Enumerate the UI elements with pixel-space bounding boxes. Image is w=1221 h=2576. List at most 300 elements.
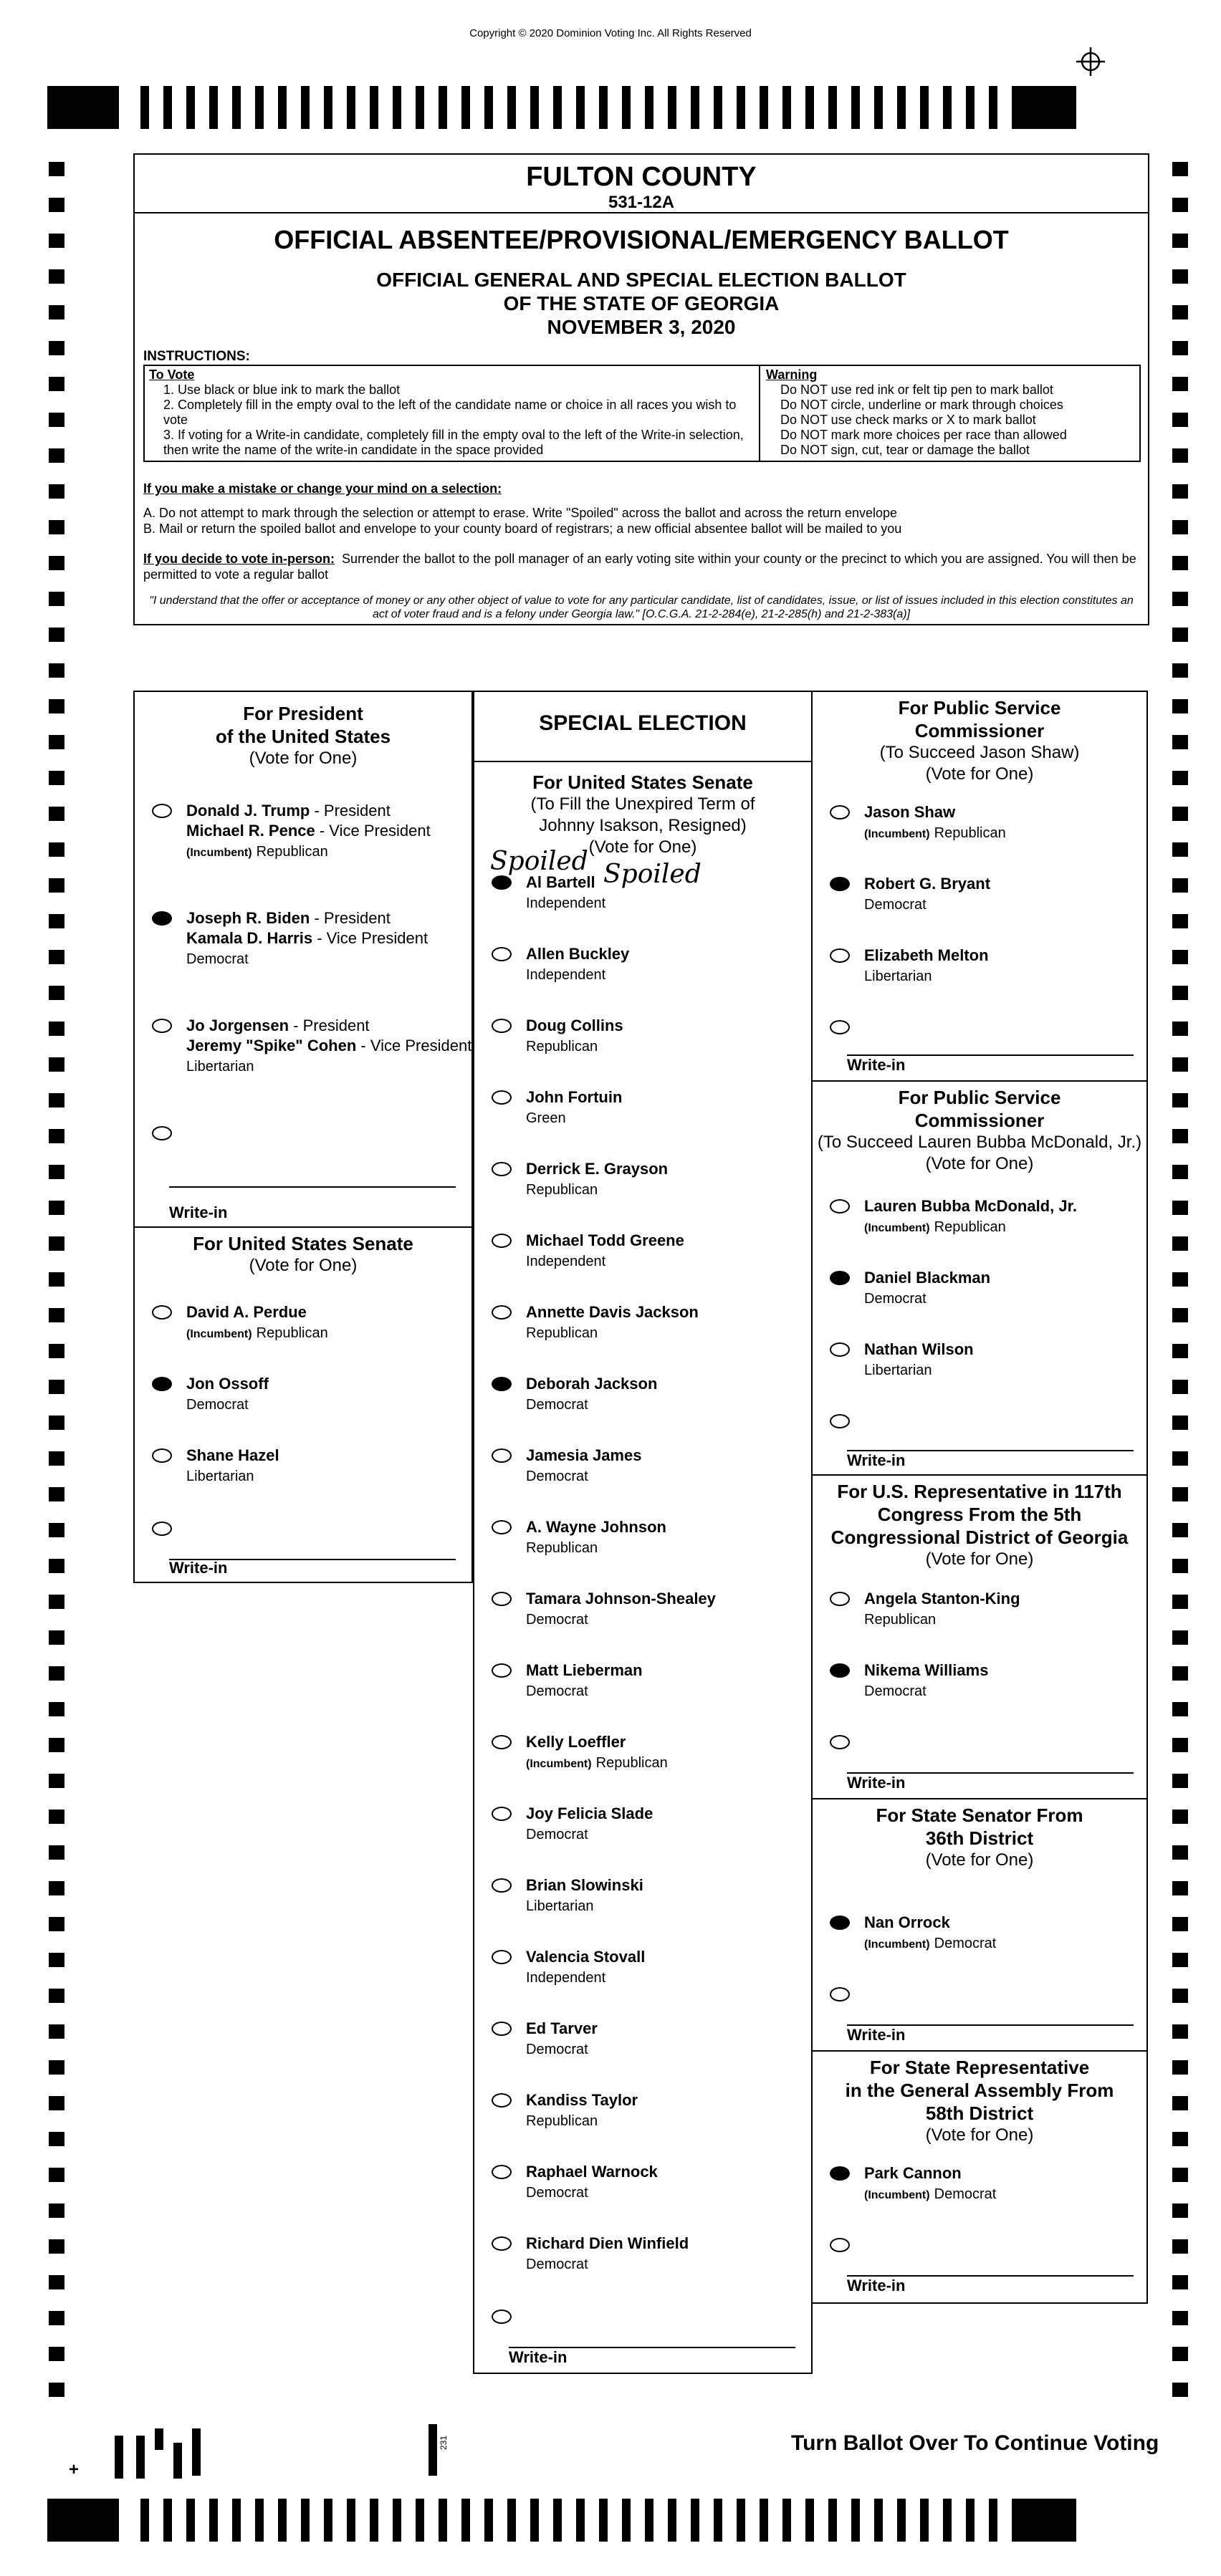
timing-mark bbox=[966, 86, 975, 129]
vote-oval[interactable] bbox=[152, 1448, 172, 1463]
timing-mark bbox=[209, 86, 218, 129]
vote-oval[interactable] bbox=[152, 911, 172, 926]
vote-oval[interactable] bbox=[492, 1234, 512, 1248]
side-timing-mark bbox=[1172, 1845, 1188, 1860]
side-timing-mark bbox=[1172, 914, 1188, 928]
write-in-label: Write-in bbox=[509, 2348, 568, 2366]
mistake-step-b: B. Mail or return the spoiled ballot and envelope to your county board of registrars; a new official absentee ballot will be mailed to you bbox=[143, 522, 902, 536]
warning-item: Do NOT use check marks or X to mark ballot bbox=[780, 413, 1036, 427]
candidate-matt-lieberman[interactable]: Matt Lieberman Democrat bbox=[492, 1661, 643, 1701]
vote-oval[interactable] bbox=[492, 1019, 512, 1033]
vote-oval[interactable] bbox=[830, 1199, 850, 1213]
divider bbox=[474, 761, 811, 762]
to-vote-label: To Vote bbox=[149, 367, 195, 382]
contest-subtitle: (Vote for One) bbox=[925, 1549, 1034, 1569]
candidate-jorgensen-cohen[interactable]: Jo Jorgensen - President Jeremy "Spike" Cohen - Vice President Libertarian bbox=[152, 1016, 471, 1077]
side-timing-mark bbox=[1172, 771, 1188, 785]
contest-subtitle: (Vote for One) bbox=[249, 749, 358, 768]
side-timing-mark bbox=[49, 305, 64, 319]
candidate-brian-slowinski[interactable]: Brian Slowinski Libertarian bbox=[492, 1875, 643, 1916]
contest-subtitle: (Vote for One) bbox=[925, 1850, 1034, 1870]
side-timing-mark bbox=[49, 377, 64, 391]
timing-mark bbox=[737, 2499, 745, 2542]
timing-mark bbox=[1012, 2499, 1076, 2542]
side-timing-mark bbox=[1172, 878, 1188, 893]
contest-title: For Public Service bbox=[898, 697, 1061, 719]
side-timing-mark bbox=[1172, 1630, 1188, 1645]
candidate-deborah-jackson[interactable]: Deborah Jackson Democrat bbox=[492, 1374, 657, 1415]
candidate-a-wayne-johnson[interactable]: A. Wayne Johnson Republican bbox=[492, 1517, 666, 1558]
candidate-doug-collins[interactable]: Doug Collins Republican bbox=[492, 1016, 623, 1057]
timing-mark bbox=[484, 2499, 493, 2542]
vote-oval[interactable] bbox=[830, 1663, 850, 1678]
vote-oval[interactable] bbox=[830, 1987, 850, 2001]
warning-instructions bbox=[760, 366, 1139, 461]
candidate-wilson[interactable]: Nathan Wilson Libertarian bbox=[830, 1340, 974, 1380]
warning-item: Do NOT circle, underline or mark through choices bbox=[780, 398, 1063, 412]
vote-oval[interactable] bbox=[830, 1271, 850, 1285]
timing-mark bbox=[714, 2499, 722, 2542]
timing-mark bbox=[163, 2499, 172, 2542]
mistake-instructions bbox=[143, 481, 1148, 582]
candidate-kandiss-taylor[interactable]: Kandiss Taylor Republican bbox=[492, 2090, 638, 2131]
contest-title: Congressional District of Georgia bbox=[830, 1527, 1129, 1548]
side-timing-mark bbox=[49, 198, 64, 212]
timing-mark bbox=[507, 2499, 516, 2542]
timing-mark bbox=[347, 86, 355, 129]
barcode-mark bbox=[192, 2428, 201, 2476]
timing-mark bbox=[851, 86, 860, 129]
candidate-melton[interactable]: Elizabeth Melton Libertarian bbox=[830, 946, 989, 986]
side-timing-mark bbox=[49, 2096, 64, 2110]
contest-us-representative bbox=[811, 1474, 1148, 1799]
barcode-mark bbox=[155, 2428, 163, 2450]
side-timing-mark bbox=[1172, 1702, 1188, 1716]
plus-mark: + bbox=[69, 2460, 80, 2479]
vote-oval[interactable] bbox=[830, 877, 850, 891]
side-timing-mark bbox=[49, 2275, 64, 2289]
side-timing-mark bbox=[49, 448, 64, 463]
vote-oval[interactable] bbox=[492, 1592, 512, 1606]
timing-mark bbox=[599, 2499, 608, 2542]
timing-mark bbox=[416, 86, 424, 129]
timing-mark bbox=[691, 86, 699, 129]
timing-mark bbox=[232, 2499, 241, 2542]
vote-oval[interactable] bbox=[492, 1878, 512, 1893]
side-timing-mark bbox=[1172, 2096, 1188, 2110]
vote-oval[interactable] bbox=[492, 1520, 512, 1534]
side-timing-mark bbox=[49, 986, 64, 1000]
side-timing-mark bbox=[49, 735, 64, 749]
timing-mark bbox=[851, 2499, 860, 2542]
side-timing-mark bbox=[1172, 1451, 1188, 1466]
vote-oval[interactable] bbox=[152, 1305, 172, 1320]
timing-mark bbox=[874, 2499, 883, 2542]
side-timing-mark bbox=[49, 592, 64, 606]
warning-label: Warning bbox=[766, 367, 818, 382]
timing-mark bbox=[186, 86, 195, 129]
side-timing-mark bbox=[1172, 1523, 1188, 1537]
handwritten-spoiled-mark: Spoiled bbox=[490, 847, 588, 876]
contest-state-senator bbox=[811, 1798, 1148, 2052]
contest-title: For State Representative bbox=[869, 2057, 1090, 2078]
timing-mark bbox=[943, 2499, 952, 2542]
instruction-step: 2. Completely fill in the empty oval to the left of the candidate name or choice in all races you wish to vote bbox=[163, 398, 737, 427]
side-timing-mark bbox=[1172, 1308, 1188, 1322]
timing-mark bbox=[553, 86, 562, 129]
timing-mark bbox=[255, 2499, 264, 2542]
ballot-barcode-marks bbox=[115, 2428, 258, 2476]
contest-subtitle: (To Succeed Jason Shaw) bbox=[879, 743, 1080, 762]
side-timing-mark bbox=[49, 1845, 64, 1860]
candidate-derrick-e-grayson[interactable]: Derrick E. Grayson Republican bbox=[492, 1159, 668, 1200]
vote-oval[interactable] bbox=[492, 875, 512, 890]
side-timing-mark bbox=[49, 1380, 64, 1394]
timing-mark bbox=[530, 86, 539, 129]
candidate-raphael-warnock[interactable]: Raphael Warnock Democrat bbox=[492, 2162, 658, 2203]
bottom-timing-bar bbox=[47, 2499, 1188, 2542]
side-timing-mark bbox=[1172, 699, 1188, 713]
candidate-shaw[interactable]: Jason Shaw (Incumbent) Republican bbox=[830, 802, 1006, 845]
contest-title: For U.S. Representative in 117th bbox=[837, 1481, 1122, 1502]
timing-mark bbox=[461, 2499, 470, 2542]
side-timing-mark bbox=[49, 1129, 64, 1143]
top-timing-bar bbox=[47, 86, 1188, 129]
side-timing-mark bbox=[1172, 2203, 1188, 2218]
side-timing-mark bbox=[49, 1559, 64, 1573]
timing-mark bbox=[47, 86, 119, 129]
side-timing-mark bbox=[1172, 1129, 1188, 1143]
side-timing-mark bbox=[1172, 520, 1188, 534]
side-timing-mark bbox=[49, 1201, 64, 1215]
candidate-tamara-johnson-shealey[interactable]: Tamara Johnson-Shealey Democrat bbox=[492, 1589, 716, 1630]
candidate-stanton-king[interactable]: Angela Stanton-King Republican bbox=[830, 1589, 1020, 1630]
side-timing-mark bbox=[1172, 592, 1188, 606]
vote-oval[interactable] bbox=[492, 2022, 512, 2036]
timing-mark bbox=[484, 86, 493, 129]
side-timing-mark bbox=[1172, 2275, 1188, 2289]
timing-mark bbox=[760, 86, 768, 129]
vote-oval[interactable] bbox=[830, 1414, 850, 1428]
inperson-heading: If you decide to vote in-person: bbox=[143, 552, 335, 566]
side-timing-mark bbox=[49, 1236, 64, 1251]
contest-subtitle: (Vote for One) bbox=[249, 1256, 358, 1275]
timing-mark bbox=[622, 86, 631, 129]
side-timing-mark bbox=[49, 269, 64, 284]
timing-mark bbox=[645, 2499, 653, 2542]
vote-oval[interactable] bbox=[830, 1592, 850, 1606]
vote-oval[interactable] bbox=[492, 947, 512, 961]
contest-title: in the General Assembly From bbox=[845, 2080, 1114, 2101]
vote-oval[interactable] bbox=[492, 2236, 512, 2251]
candidate-perdue[interactable]: David A. Perdue (Incumbent) Republican bbox=[152, 1302, 328, 1345]
side-timing-mark bbox=[49, 2132, 64, 2146]
side-timing-mark bbox=[1172, 1953, 1188, 1967]
vote-oval[interactable] bbox=[492, 1305, 512, 1320]
side-timing-mark bbox=[49, 520, 64, 534]
instructions-title: INSTRUCTIONS: bbox=[143, 349, 250, 364]
side-timing-mark bbox=[1172, 2024, 1188, 2039]
vote-oval[interactable] bbox=[152, 804, 172, 818]
timing-mark bbox=[691, 2499, 699, 2542]
side-timing-mark bbox=[49, 1165, 64, 1179]
timing-mark bbox=[140, 2499, 149, 2542]
timing-mark bbox=[507, 86, 516, 129]
side-timing-mark bbox=[49, 842, 64, 857]
side-timing-mark bbox=[49, 1344, 64, 1358]
candidate-orrock[interactable]: Nan Orrock (Incumbent) Democrat bbox=[830, 1913, 996, 1955]
side-timing-mark bbox=[49, 1093, 64, 1107]
instruction-step: 3. If voting for a Write-in candidate, completely fill in the empty oval to the left of the Write-in selection, then write the name of the write-in candidate in the space provided bbox=[163, 428, 744, 457]
vote-oval[interactable] bbox=[492, 1735, 512, 1749]
vote-oval[interactable] bbox=[492, 1663, 512, 1678]
timing-mark bbox=[1012, 86, 1076, 129]
county-name: FULTON COUNTY bbox=[526, 162, 757, 192]
side-timing-mark bbox=[1172, 484, 1188, 499]
timing-mark bbox=[737, 86, 745, 129]
vote-oval[interactable] bbox=[492, 1950, 512, 1964]
contest-title: For United States Senate bbox=[532, 772, 753, 793]
election-date: NOVEMBER 3, 2020 bbox=[547, 316, 736, 338]
side-timing-mark bbox=[49, 1738, 64, 1752]
warning-item: Do NOT use red ink or felt tip pen to mark ballot bbox=[780, 383, 1053, 397]
sheet-number: 231 bbox=[439, 2435, 449, 2450]
side-timing-mark bbox=[49, 1308, 64, 1322]
side-timing-mark bbox=[1172, 2132, 1188, 2146]
side-timing-mark bbox=[49, 1702, 64, 1716]
side-timing-mark bbox=[49, 341, 64, 355]
timing-mark bbox=[760, 2499, 768, 2542]
side-timing-mark bbox=[1172, 1774, 1188, 1788]
timing-mark bbox=[530, 2499, 539, 2542]
candidate-annette-davis-jackson[interactable]: Annette Davis Jackson Republican bbox=[492, 1302, 699, 1343]
candidate-cannon[interactable]: Park Cannon (Incumbent) Democrat bbox=[830, 2163, 996, 2206]
candidate-williams[interactable]: Nikema Williams Democrat bbox=[830, 1661, 988, 1701]
side-timing-mark bbox=[1172, 950, 1188, 964]
timing-mark bbox=[805, 86, 814, 129]
contest-subtitle: (To Fill the Unexpired Term of bbox=[530, 794, 755, 814]
candidate-valencia-stovall[interactable]: Valencia Stovall Independent bbox=[492, 1947, 645, 1988]
mistake-heading: If you make a mistake or change your mind on a selection: bbox=[143, 481, 502, 496]
side-timing-mark bbox=[1172, 1666, 1188, 1681]
vote-oval[interactable] bbox=[830, 1916, 850, 1930]
inperson-text: Surrender the ballot to the poll manager of an early voting site within your county or the precinct to which you are assigned. You will then be permitted to vote a regular ballot bbox=[143, 552, 1136, 582]
ballot-style-code: 531-12A bbox=[608, 193, 675, 212]
timing-mark bbox=[461, 86, 470, 129]
vote-oval[interactable] bbox=[492, 2165, 512, 2179]
timing-mark bbox=[301, 2499, 310, 2542]
timing-mark bbox=[553, 2499, 562, 2542]
candidate-bryant[interactable]: Robert G. Bryant Democrat bbox=[830, 874, 990, 915]
side-timing-mark bbox=[1172, 198, 1188, 212]
side-timing-mark bbox=[1172, 1344, 1188, 1358]
side-timing-mark bbox=[1172, 842, 1188, 857]
side-timing-mark bbox=[1172, 413, 1188, 427]
candidate-john-fortuin[interactable]: John Fortuin Green bbox=[492, 1087, 622, 1128]
contest-psc-shaw bbox=[811, 691, 1148, 1082]
contest-us-senate bbox=[133, 1226, 473, 1583]
contest-title: For President bbox=[243, 703, 363, 724]
vote-oval[interactable] bbox=[492, 2093, 512, 2108]
side-timing-mark bbox=[49, 628, 64, 642]
vote-oval[interactable] bbox=[830, 948, 850, 963]
left-timing-marks bbox=[49, 162, 64, 2418]
vote-oval[interactable] bbox=[492, 1377, 512, 1391]
vote-oval[interactable] bbox=[492, 2310, 512, 2324]
official-ballot-title: OFFICIAL ABSENTEE/PROVISIONAL/EMERGENCY BALLOT bbox=[274, 225, 1009, 254]
side-timing-mark bbox=[49, 1989, 64, 2003]
timing-mark bbox=[943, 86, 952, 129]
vote-oval[interactable] bbox=[830, 2238, 850, 2252]
candidate-ed-tarver[interactable]: Ed Tarver Democrat bbox=[492, 2019, 598, 2060]
candidate-joy-felicia-slade[interactable]: Joy Felicia Slade Democrat bbox=[492, 1804, 653, 1845]
contest-title: 36th District bbox=[925, 1827, 1034, 1849]
side-timing-mark bbox=[1172, 1917, 1188, 1931]
timing-mark bbox=[714, 86, 722, 129]
side-timing-mark bbox=[49, 1272, 64, 1287]
side-timing-mark bbox=[49, 699, 64, 713]
timing-mark bbox=[576, 2499, 585, 2542]
side-timing-mark bbox=[49, 2239, 64, 2254]
timing-mark bbox=[278, 2499, 287, 2542]
vote-oval[interactable] bbox=[830, 2166, 850, 2181]
timing-mark bbox=[920, 2499, 929, 2542]
side-timing-mark bbox=[1172, 2168, 1188, 2182]
side-timing-mark bbox=[1172, 269, 1188, 284]
candidate-allen-buckley[interactable]: Allen Buckley Independent bbox=[492, 944, 629, 985]
write-in-label: Write-in bbox=[169, 1559, 228, 1577]
timing-mark bbox=[576, 86, 585, 129]
candidate-hazel[interactable]: Shane Hazel Libertarian bbox=[152, 1446, 279, 1486]
timing-mark bbox=[828, 86, 837, 129]
contest-subtitle: (Vote for One) bbox=[925, 1154, 1034, 1173]
contest-state-representative bbox=[811, 2050, 1148, 2304]
side-timing-mark bbox=[1172, 735, 1188, 749]
contest-psc-mcdonald bbox=[811, 1080, 1148, 1476]
vote-oval[interactable] bbox=[830, 1342, 850, 1357]
contest-president bbox=[133, 691, 473, 1228]
write-in-line[interactable] bbox=[169, 1186, 456, 1188]
instructions-box bbox=[143, 365, 1141, 462]
side-timing-mark bbox=[1172, 1093, 1188, 1107]
vote-oval[interactable] bbox=[152, 1522, 172, 1536]
candidate-trump-pence[interactable]: Donald J. Trump - President Michael R. Pence - Vice President (Incumbent) Republican bbox=[152, 801, 431, 863]
side-timing-mark bbox=[1172, 1201, 1188, 1215]
official-header bbox=[135, 225, 1148, 339]
side-timing-mark bbox=[49, 1666, 64, 1681]
candidate-ossoff[interactable]: Jon Ossoff Democrat bbox=[152, 1374, 269, 1415]
side-timing-mark bbox=[1172, 1559, 1188, 1573]
timing-mark bbox=[301, 86, 310, 129]
candidate-kelly-loeffler[interactable]: Kelly Loeffler (Incumbent) Republican bbox=[492, 1732, 668, 1774]
timing-mark bbox=[966, 2499, 975, 2542]
timing-mark bbox=[209, 2499, 218, 2542]
timing-mark bbox=[874, 86, 883, 129]
contest-title: 58th District bbox=[925, 2102, 1034, 2124]
candidate-michael-todd-greene[interactable]: Michael Todd Greene Independent bbox=[492, 1231, 684, 1272]
side-timing-mark bbox=[1172, 1022, 1188, 1036]
candidate-richard-dien-winfield[interactable]: Richard Dien Winfield Democrat bbox=[492, 2234, 689, 2274]
candidate-biden-harris[interactable]: Joseph R. Biden - President Kamala D. Harris - Vice President Democrat bbox=[152, 908, 428, 969]
timing-mark bbox=[393, 86, 401, 129]
side-timing-mark bbox=[49, 2203, 64, 2218]
timing-mark bbox=[140, 86, 149, 129]
side-timing-mark bbox=[49, 484, 64, 499]
contest-title: Congress From the 5th bbox=[877, 1504, 1082, 1525]
side-timing-mark bbox=[1172, 663, 1188, 678]
timing-mark bbox=[599, 86, 608, 129]
side-timing-mark bbox=[49, 234, 64, 248]
side-timing-mark bbox=[49, 914, 64, 928]
side-timing-mark bbox=[49, 878, 64, 893]
candidate-al-bartell[interactable]: Al Bartell Independent bbox=[492, 873, 605, 913]
side-timing-mark bbox=[49, 771, 64, 785]
vote-oval[interactable] bbox=[492, 1807, 512, 1821]
side-timing-mark bbox=[49, 1022, 64, 1036]
timing-mark bbox=[645, 86, 653, 129]
side-timing-mark bbox=[1172, 305, 1188, 319]
timing-mark bbox=[186, 2499, 195, 2542]
vote-oval[interactable] bbox=[152, 1377, 172, 1391]
side-timing-mark bbox=[1172, 1272, 1188, 1287]
side-timing-mark bbox=[49, 1810, 64, 1824]
contest-subtitle: (Vote for One) bbox=[925, 2125, 1034, 2145]
side-timing-mark bbox=[1172, 556, 1188, 570]
side-timing-mark bbox=[49, 807, 64, 821]
vote-oval[interactable] bbox=[830, 805, 850, 820]
contest-title: Commissioner bbox=[914, 720, 1045, 741]
side-timing-mark bbox=[49, 1487, 64, 1501]
candidate-mcdonald[interactable]: Lauren Bubba McDonald, Jr. (Incumbent) Republican bbox=[830, 1196, 1077, 1239]
timing-mark bbox=[897, 2499, 906, 2542]
side-timing-mark bbox=[1172, 986, 1188, 1000]
timing-mark bbox=[324, 86, 332, 129]
write-in-label: Write-in bbox=[169, 1203, 228, 1221]
copyright-notice: Copyright © 2020 Dominion Voting Inc. All Rights Reserved bbox=[469, 27, 752, 39]
side-timing-mark bbox=[49, 162, 64, 176]
vote-oval[interactable] bbox=[492, 1090, 512, 1105]
side-timing-mark bbox=[1172, 2060, 1188, 2075]
side-timing-mark bbox=[1172, 1989, 1188, 2003]
candidate-jamesia-james[interactable]: Jamesia James Democrat bbox=[492, 1446, 641, 1486]
side-timing-mark bbox=[49, 2347, 64, 2361]
timing-mark bbox=[324, 2499, 332, 2542]
vote-oval[interactable] bbox=[492, 1162, 512, 1176]
side-timing-mark bbox=[1172, 2383, 1188, 2397]
write-in-label: Write-in bbox=[847, 1774, 906, 1792]
timing-mark bbox=[920, 86, 929, 129]
instruction-step: 1. Use black or blue ink to mark the ballot bbox=[163, 383, 401, 397]
side-timing-mark bbox=[1172, 2311, 1188, 2325]
candidate-blackman[interactable]: Daniel Blackman Democrat bbox=[830, 1268, 990, 1309]
vote-oval[interactable] bbox=[152, 1019, 172, 1033]
warning-item: Do NOT mark more choices per race than allowed bbox=[780, 428, 1067, 442]
timing-mark bbox=[370, 86, 378, 129]
side-timing-mark bbox=[49, 1881, 64, 1895]
vote-oval[interactable] bbox=[492, 1448, 512, 1463]
timing-mark bbox=[989, 86, 997, 129]
warning-item: Do NOT sign, cut, tear or damage the ballot bbox=[780, 443, 1030, 457]
timing-mark bbox=[668, 86, 676, 129]
vote-oval[interactable] bbox=[830, 1020, 850, 1034]
timing-mark bbox=[347, 2499, 355, 2542]
contest-title: of the United States bbox=[215, 726, 391, 747]
timing-mark bbox=[278, 86, 287, 129]
vote-oval[interactable] bbox=[830, 1735, 850, 1749]
vote-oval[interactable] bbox=[152, 1126, 172, 1140]
contest-subtitle: Johnny Isakson, Resigned) bbox=[539, 816, 747, 835]
side-timing-mark bbox=[49, 1774, 64, 1788]
